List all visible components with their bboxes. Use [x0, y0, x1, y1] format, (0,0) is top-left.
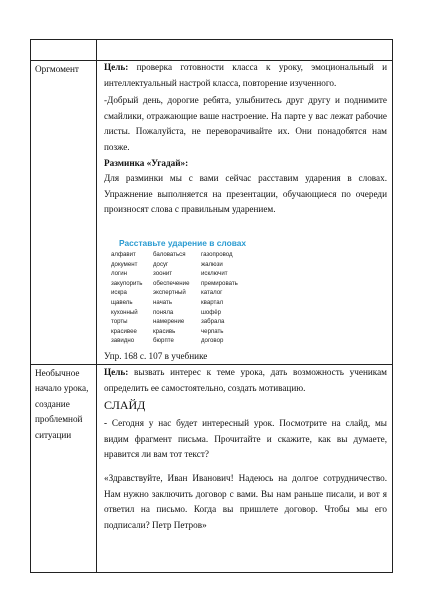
- dash: -: [104, 418, 108, 429]
- slide-word: кухонный: [111, 308, 138, 316]
- slide-word: черпать: [201, 327, 224, 335]
- table-border-bottom: [30, 572, 393, 573]
- orgmoment-goal: [104, 60, 387, 91]
- intro-paragraph: [104, 416, 387, 463]
- start-content: [104, 365, 387, 533]
- exercise-reference: Упр. 168 с. 107 в учебнике: [104, 351, 208, 361]
- slide-word: завидно: [111, 337, 135, 345]
- stress-words-slide: [105, 236, 273, 344]
- row-label-orgmoment: Оргмомент: [35, 64, 79, 74]
- word-column-2: [153, 250, 189, 346]
- slide-word: жалюзи: [201, 260, 223, 268]
- slide-word: газопровод: [201, 251, 233, 258]
- start-goal: [104, 365, 387, 396]
- row-label-start: Необычное начало урока, создание проблемной ситуации: [35, 368, 89, 440]
- slide-word: зоонит: [153, 270, 173, 278]
- slide-word: исключит: [201, 270, 228, 278]
- goal-text: проверка готовности класса к уроку, эмоциональный и интеллектуальный настрой класса, повторение изученного.: [104, 62, 387, 88]
- goal-label: Цель:: [104, 367, 129, 377]
- orgmoment-content: [104, 60, 387, 218]
- slide-word: каталог: [201, 289, 223, 297]
- goal-text: вызвать интерес к теме урока, дать возможность ученикам определить ее самостоятельно, создать мотивацию.: [104, 367, 387, 393]
- slide-word: торты: [111, 318, 128, 326]
- letter-quote: «Здравствуйте, Иван Иванович! Надеюсь на долгое сотрудничество. Нам нужно заключить договор с вами. Вы нам раньше писали, и вот я ответил на письмо. Когда вы пришлете договор. Чтобы мы его подписали? Петр Петров»: [104, 472, 387, 530]
- slide-word: логин: [111, 270, 128, 278]
- slide-title: Расставьте ударение в словах: [119, 238, 247, 248]
- intro-text: Сегодня у нас будет интересный урок. Посмотрите на слайд, мы видим фрагмент письма. Прочитайте и скажите, как вы думаете, нравится ли вам тот текст?: [104, 418, 387, 460]
- slide-word: экспертный: [153, 289, 186, 297]
- warmup-title: Разминка «Угадай»:: [104, 157, 189, 168]
- slide-word: договор: [201, 337, 224, 345]
- slide-heading: СЛАЙД: [104, 398, 146, 413]
- slide-word: документ: [111, 260, 138, 268]
- table-border-top: [30, 39, 393, 40]
- slide-word: досуг: [153, 260, 169, 268]
- slide-word: искра: [111, 289, 127, 297]
- slide-word: красивь: [153, 327, 176, 335]
- word-column-1: [111, 250, 142, 346]
- slide-word: закупорить: [111, 279, 143, 287]
- slide-word: бюрпте: [153, 337, 174, 345]
- slide-word: квартал: [201, 298, 224, 306]
- slide-word: забрала: [201, 318, 225, 326]
- slide-word: красивее: [111, 327, 137, 335]
- slide-word: алфавит: [111, 251, 136, 258]
- slide-word: баловаться: [153, 251, 186, 258]
- slide-word: намерение: [153, 318, 185, 326]
- word-column-3: [201, 250, 238, 346]
- warmup-paragraph: Для разминки мы с вами сейчас расставим ударения в словах. Упражнение выполняется на презентации, обучающиеся по очереди произносят слова с правильным ударением.: [104, 173, 387, 215]
- slide-word: поняла: [153, 308, 174, 316]
- column-divider: [96, 39, 97, 572]
- greeting-paragraph: -Добрый день, дорогие ребята, улыбнитесь друг другу и поднимите смайлики, отражающие ваше настроение. На парте у вас лежат рабочие листы. Пожалуйста, не переворачивайте их. Они понадобятся нам позже.: [104, 95, 387, 152]
- slide-word: премировать: [201, 279, 238, 287]
- slide-word: начать: [153, 298, 173, 306]
- goal-label: Цель:: [104, 62, 129, 72]
- slide-word: щавель: [111, 298, 133, 306]
- table-border-left: [30, 39, 31, 572]
- slide-word: шофёр: [201, 308, 222, 316]
- table-border-right: [392, 39, 393, 572]
- slide-word: обеспечение: [153, 279, 190, 287]
